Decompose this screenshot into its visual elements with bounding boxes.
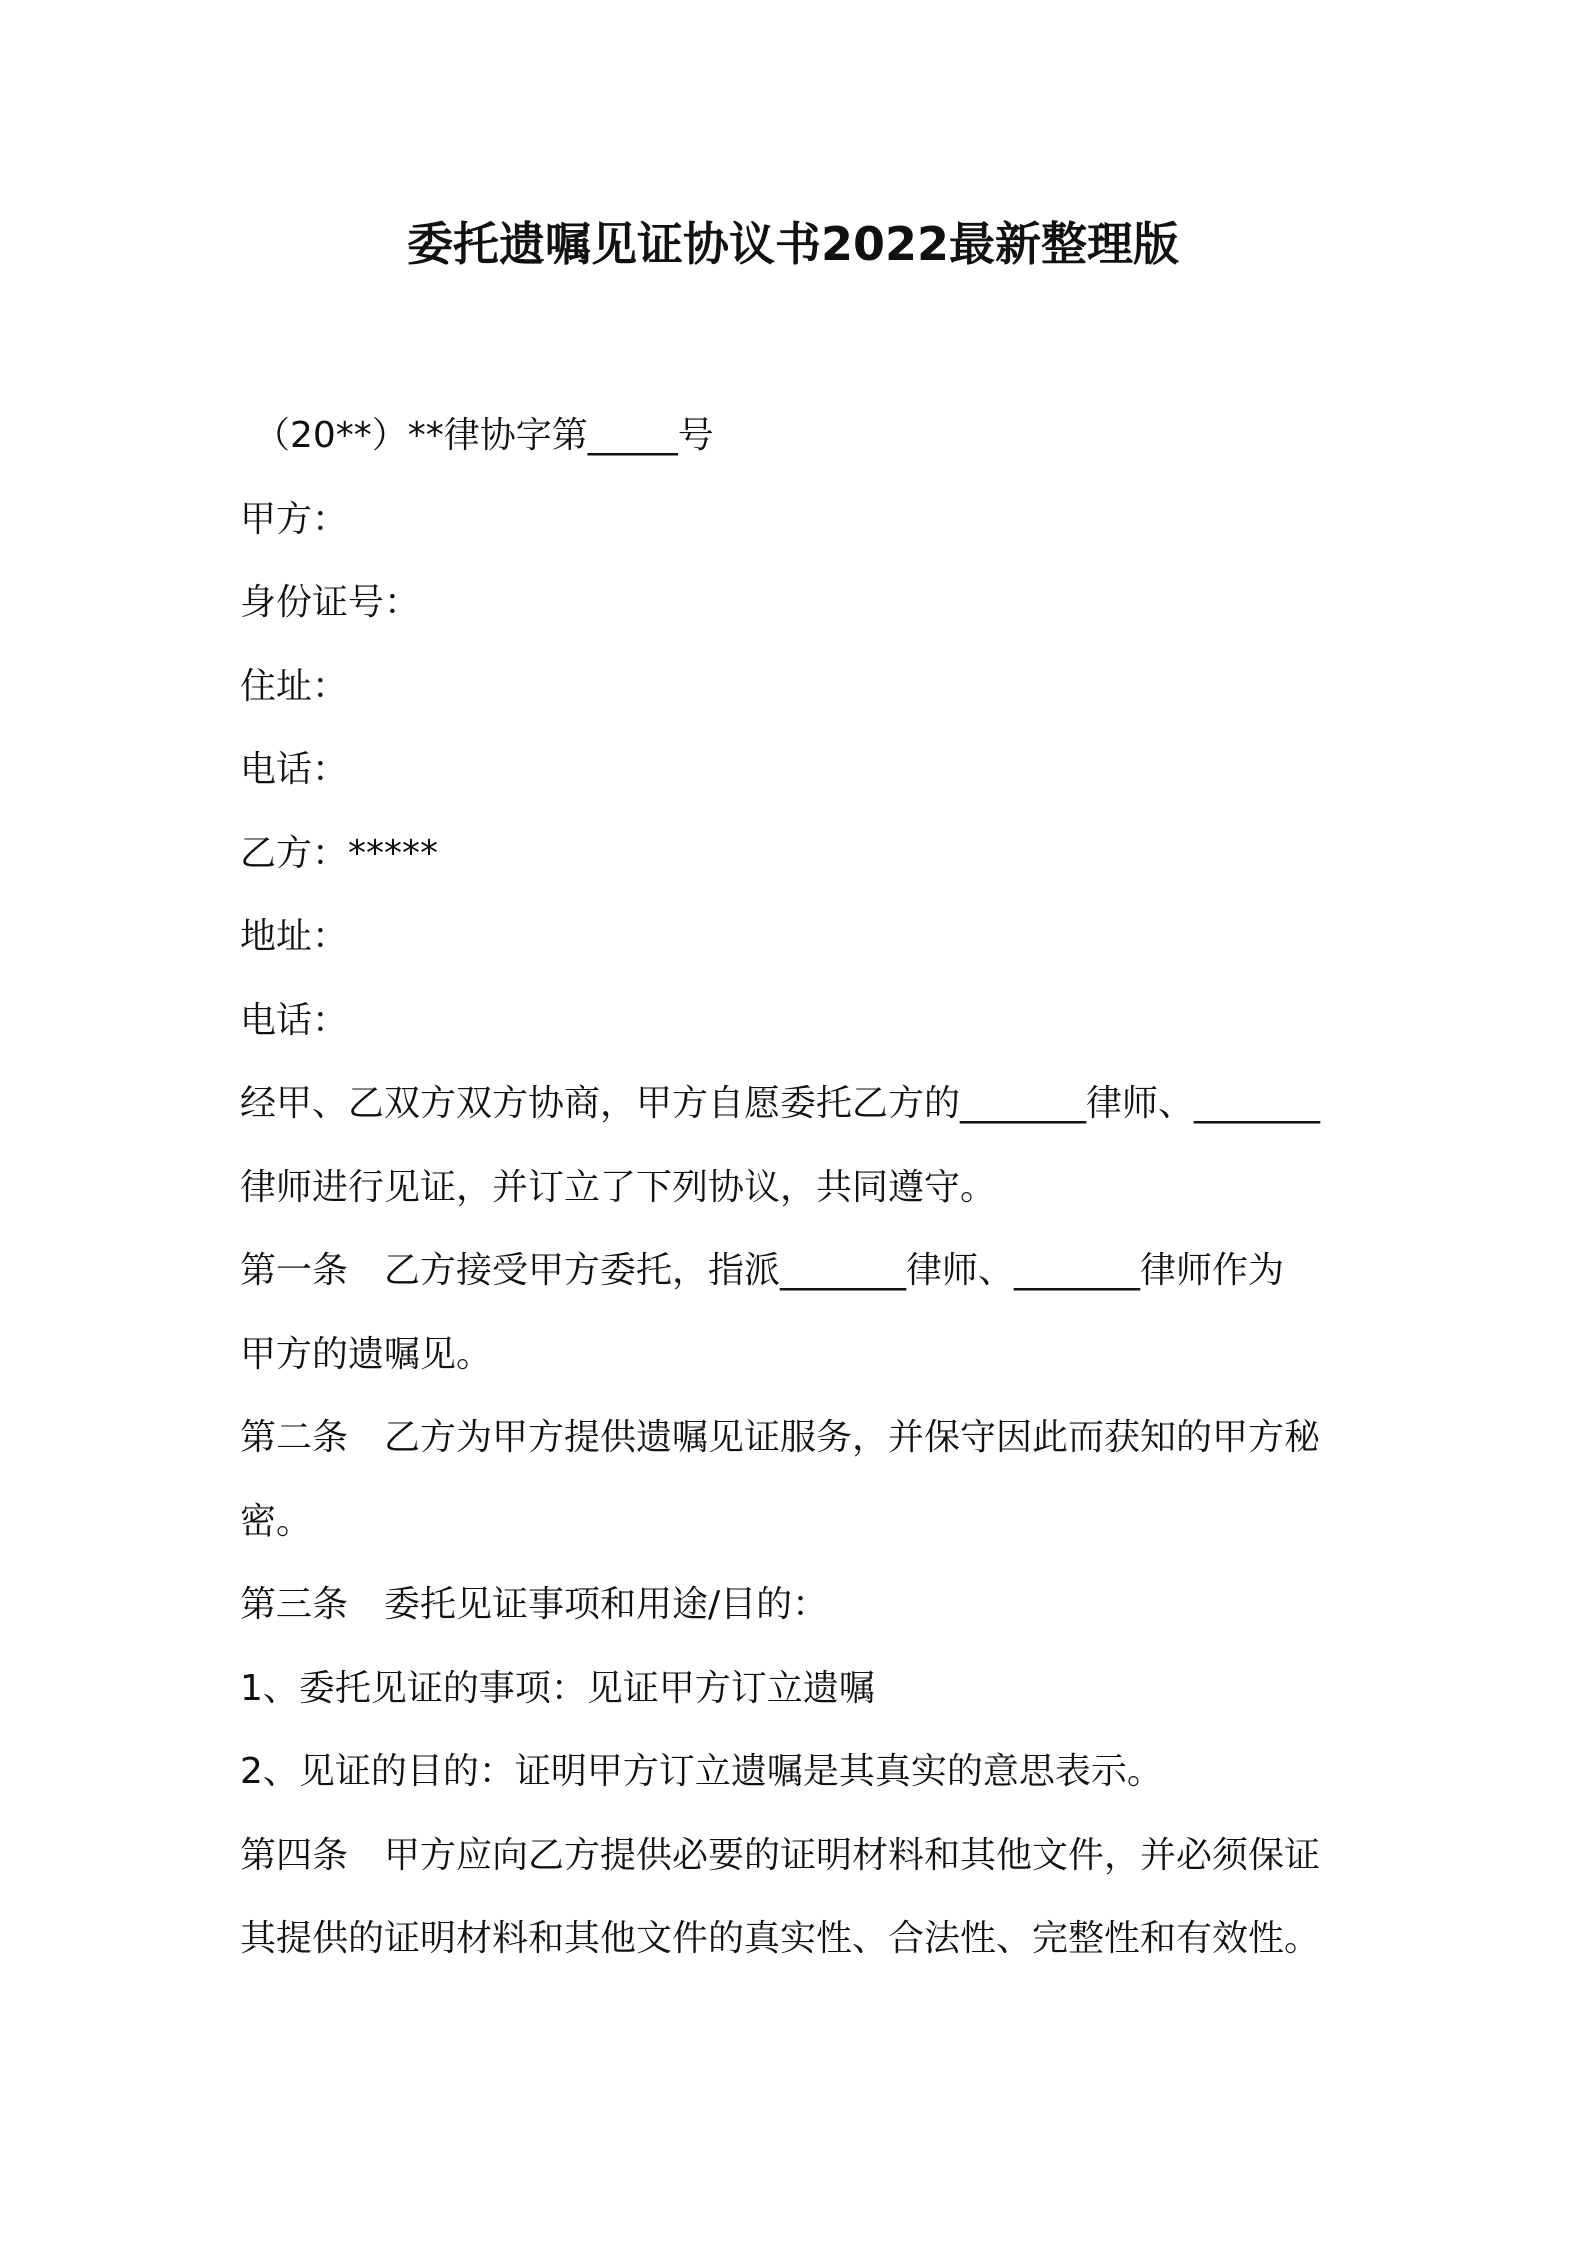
preamble-line-2: 律师进行见证，并订立了下列协议，共同遵守。 — [240, 1166, 997, 1208]
article-1-line-2: 甲方的遗嘱见。 — [240, 1333, 493, 1375]
document-body — [240, 406, 1360, 1993]
party-b-label: 乙方：***** — [240, 832, 439, 874]
party-a-label: 甲方： — [240, 498, 349, 540]
document-title: 委托遗嘱见证协议书2022最新整理版 — [406, 217, 1180, 271]
reference-number-line: （20**）**律协字第_____号 — [254, 415, 714, 456]
party-a-phone-label: 电话： — [240, 749, 349, 790]
preamble-line-1: 经甲、乙双方双方协商，甲方自愿委托乙方的_______律师、_______ — [240, 1083, 1321, 1124]
article-3-item-1: 1、委托见证的事项：见证甲方订立遗嘱 — [240, 1667, 875, 1709]
party-b-phone-label: 电话： — [240, 999, 349, 1041]
article-3-item-2: 2、见证的目的：证明甲方订立遗嘱是其真实的意思表示。 — [240, 1751, 1163, 1792]
article-1-line-1: 第一条 乙方接受甲方委托，指派_______律师、_______律师作为 — [240, 1250, 1285, 1291]
party-b-address-label: 地址： — [240, 916, 349, 957]
article-4-line-1: 第四条 甲方应向乙方提供必要的证明材料和其他文件，并必须保证 — [240, 1834, 1321, 1876]
party-a-address-label: 住址： — [240, 665, 349, 707]
article-3-heading: 第三条 委托见证事项和用途/目的： — [240, 1584, 829, 1625]
article-2-line-2: 密。 — [240, 1500, 313, 1542]
article-4-line-2: 其提供的证明材料和其他文件的真实性、合法性、完整性和有效性。 — [240, 1918, 1321, 1959]
article-2-line-1: 第二条 乙方为甲方提供遗嘱见证服务，并保守因此而获知的甲方秘 — [240, 1417, 1321, 1458]
party-a-id-label: 身份证号： — [240, 582, 421, 623]
